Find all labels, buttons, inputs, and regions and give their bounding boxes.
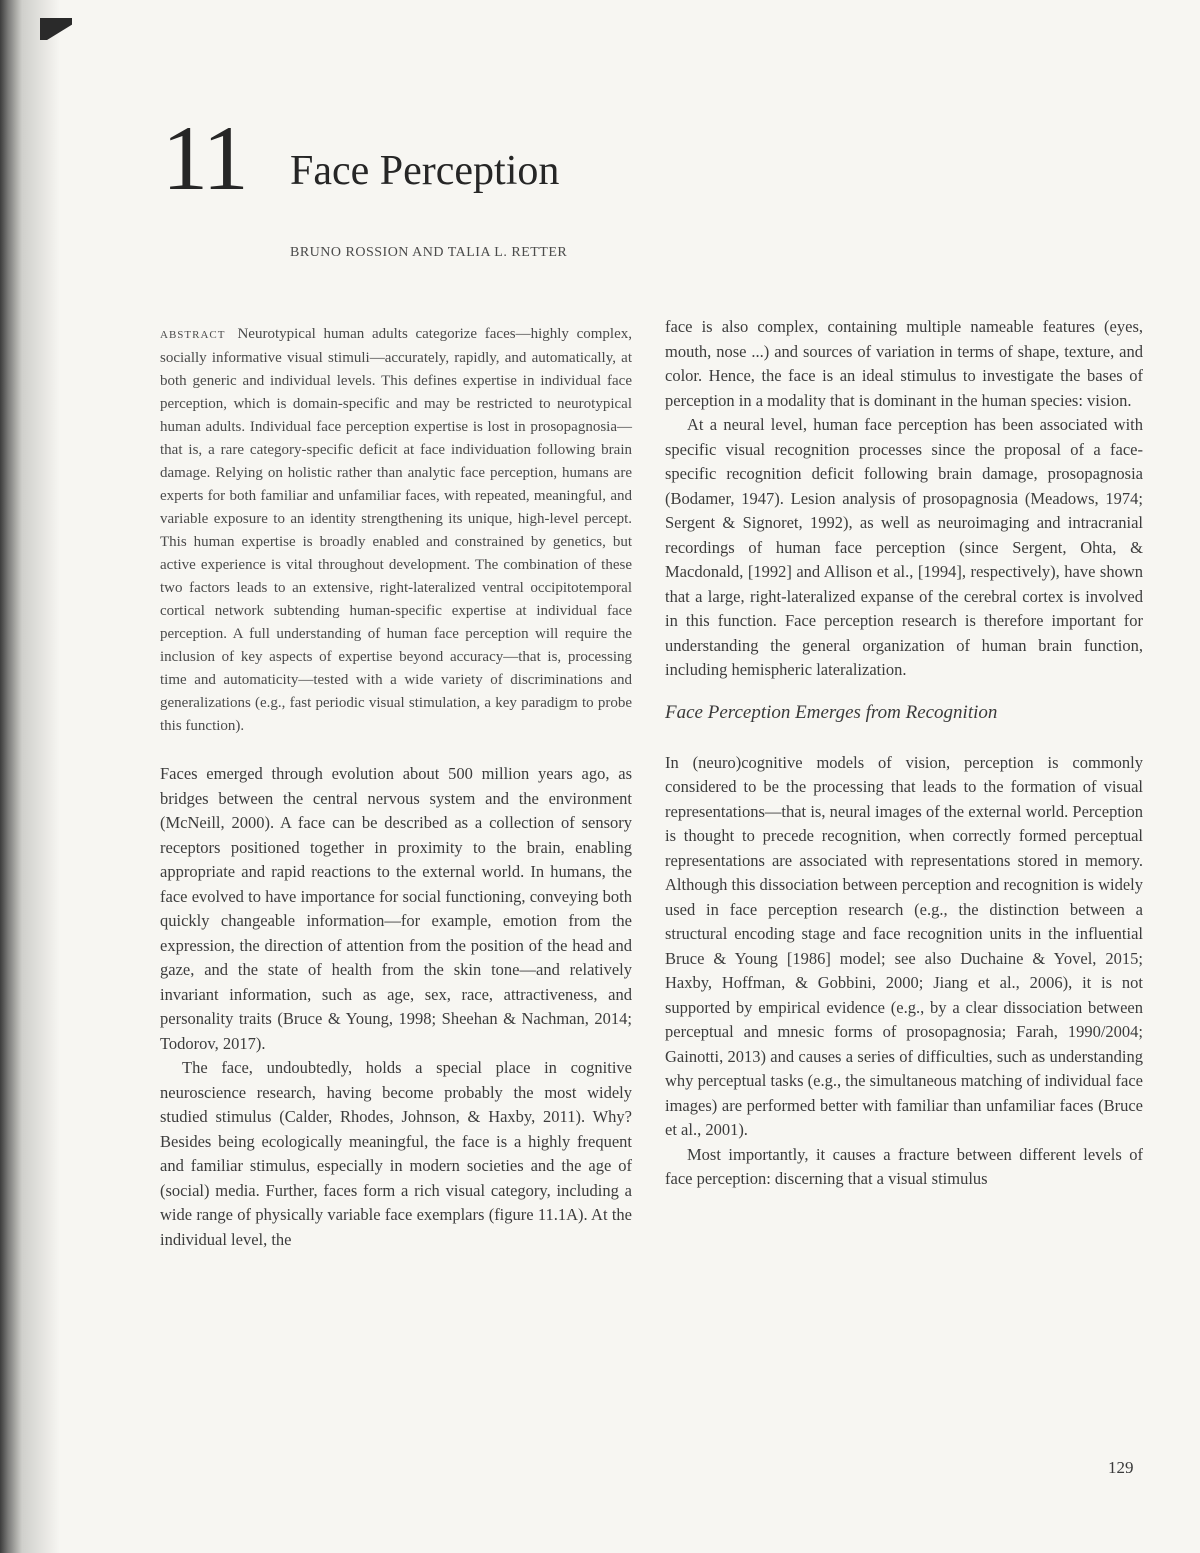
abstract: [160, 323, 632, 738]
abstract-text: Neurotypical human adults categorize faces—highly complex, socially informative visual stimuli—accurately, rapidly, and automatically, at both generic and individual levels. This defines expertise in individual face perception, which is domain-specific and may be restricted to neurotypical human adults. Individual face perception expertise is lost in prosopagnosia—that is, a rare category-specific deficit at face individuation following brain damage. Relying on holistic rather than analytic face perception, humans are experts for both familiar and unfamiliar faces, with repeated, meaningful, and variable exposure to an identity strengthening its unique, high-level percept. This human expertise is broadly enabled and constrained by genetics, but active experience is vital throughout development. The combination of these two factors leads to an extensive, right-lateralized ventral occipitotemporal cortical network subtending human-specific expertise at individual face perception. A full understanding of human face perception will require the inclusion of key aspects of expertise beyond accuracy—that is, processing time and automaticity—tested with a wide variety of discriminations and generalizations (e.g., fast periodic visual stimulation, a key paradigm to probe this function).: [160, 326, 632, 734]
body-paragraph: At a neural level, human face perception has been associated with specific visual recognition processes since the proposal of a face-specific recognition deficit following brain damage, prosopagnosia (Bodamer, 1947). Lesion analysis of prosopagnosia (Meadows, 1974; Sergent & Signoret, 1992), as well as neuroimaging and intracranial recordings of human face perception (since Sergent, Ohta, & Macdonald, [1992] and Allison et al., [1994], respectively), have shown that a large, right-lateralized expanse of the cerebral cortex is involved in this function. Face perception research is therefore important for understanding the general organization of human brain function, including hemispheric lateralization.: [665, 415, 1143, 679]
page-number: 129: [1108, 1458, 1134, 1477]
section-heading: Face Perception Emerges from Recognition: [665, 701, 998, 723]
body-paragraph: face is also complex, containing multiple nameable features (eyes, mouth, nose ...) and sources of variation in terms of shape, texture, and color. Hence, the face is an ideal stimulus to investigate the bases of perception in a modality that is dominant in the human species: vision.: [665, 317, 1143, 410]
body-paragraph: Faces emerged through evolution about 500 million years ago, as bridges between the central nervous system and the environment (McNeill, 2000). A face can be described as a collection of sensory receptors positioned together in proximity to the brain, enabling appropriate and rapid reactions to the external world. In humans, the face evolved to have importance for social functioning, conveying both quickly changeable information—for example, emotion from the expression, the direction of attention from the position of the head and gaze, and the state of health from the skin tone—and relatively invariant information, such as age, sex, race, attractiveness, and personality traits (Bruce & Young, 1998; Sheehan & Nachman, 2014; Todorov, 2017).: [160, 764, 632, 1053]
right-column: [665, 315, 1143, 1192]
chapter-title: Face Perception: [290, 148, 560, 194]
body-paragraph: Most importantly, it causes a fracture between different levels of face perception: discerning that a visual stimulus: [665, 1144, 1143, 1188]
body-paragraph: The face, undoubtedly, holds a special place in cognitive neuroscience research, having become probably the most widely studied stimulus (Calder, Rhodes, Johnson, & Haxby, 2011). Why? Besides being ecologically meaningful, the face is a highly frequent and familiar stimulus, especially in modern societies and the age of (social) media. Further, faces form a rich visual category, including a wide range of physically variable face exemplars (figure 11.1A). At the individual level, the: [160, 1058, 632, 1249]
left-column: [160, 323, 632, 1252]
page-binding-shadow: [0, 0, 60, 1553]
body-paragraph: In (neuro)cognitive models of vision, perception is commonly considered to be the processing that leads to the formation of visual representations—that is, neural images of the external world. Perception is thought to precede recognition, when correctly formed perceptual representations are associated with representations stored in memory. Although this dissociation between perception and recognition is widely used in face perception research (e.g., the distinction between a structural encoding stage and face recognition units in the influential Bruce & Young [1986] model; see also Duchaine & Yovel, 2015; Haxby, Hoffman, & Gobbini, 2000; Jiang et al., 2006), it is not supported by empirical evidence (e.g., by a clear dissociation between perceptual and mnesic forms of prosopagnosia; Farah, 1990/2004; Gainotti, 2013) and causes a series of difficulties, such as understanding why perceptual tasks (e.g., the simultaneous matching of individual face images) are performed better with familiar than unfamiliar faces (Bruce et al., 2001).: [665, 752, 1143, 1139]
chapter-authors: BRUNO ROSSION AND TALIA L. RETTER: [290, 245, 568, 260]
chapter-number: 11: [162, 107, 247, 209]
abstract-label: ABSTRACT: [160, 329, 226, 341]
